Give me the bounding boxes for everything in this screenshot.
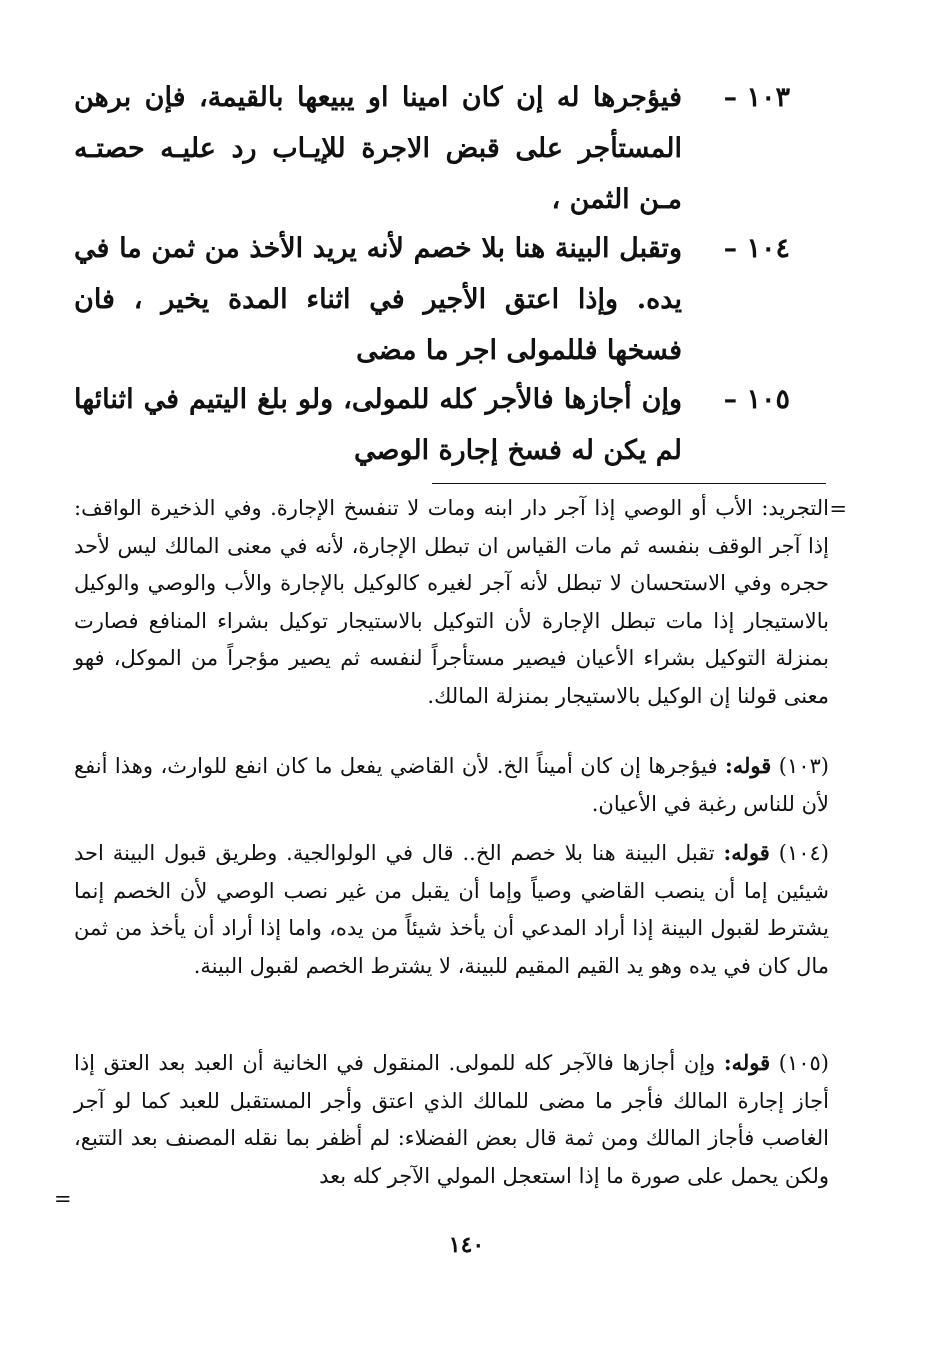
footnote-divider <box>432 483 826 484</box>
matn-text: فيؤجرها له إن كان امينا او يبيعها بالقيمة، فإن برهن المستأجر على قبض الاجرة للإيـاب رد عليـه حصتـه مـن الثمن ، <box>74 82 682 215</box>
matn-number: ١٠٥ – <box>723 384 790 415</box>
matn-entry-105 <box>74 374 790 484</box>
commentary-text: فيؤجرها إن كان أميناً الخ. لأن القاضي يفعل ما كان انفع للوارث، وهذا أنفع لأن للناس رغبة في الأعيان. <box>74 754 829 816</box>
commentary-ref: (١٠٥) <box>778 1051 829 1075</box>
commentary-103 <box>74 747 829 823</box>
commentary-text: تقبل البينة هنا بلا خصم الخ.. قال في الولوالجية. وطريق قبول البينة احد شيئين إما أن ينصب القاضي وصياً وإما أن يقبل من غير نصب الوصي لأن الخصم إنما يشترط لقبول البينة إذا أراد المدعي أن يأخذ شيئاً من يده، واما إذا أراد أن يأخذ من ثمن مال كان في يده وهو يد القيم المقيم للبينة، لا يشترط الخصم لقبول البينة. <box>74 841 829 978</box>
commentary-qawl: قوله: <box>724 753 772 778</box>
matn-text: وإن أجازها فالأجر كله للمولى، ولو بلغ اليتيم في اثنائها لم يكن له فسخ إجارة الوصي <box>74 384 682 466</box>
commentary-qawl: قوله: <box>723 840 770 865</box>
commentary-ref: (١٠٣) <box>778 754 829 778</box>
matn-entry-104 <box>74 223 790 383</box>
matn-text: وتقبل البينة هنا بلا خصم لأنه يريد الأخذ من ثمن ما في يده. وإذا اعتق الأجير في اثناء المدة يخير ، فان فسخها فللمولى اجر ما مضى <box>74 233 682 366</box>
commentary-ref: (١٠٤) <box>778 841 829 865</box>
intro-commentary: التجريد: الأب أو الوصي إذا آجر دار ابنه ومات لا تنفسخ الإجارة. وفي الذخيرة الواقف: إذا آجر الوقف بنفسه ثم مات القياس ان تبطل الإجارة، لأنه في معنى المالك ليس لأحد حجره وفي الاستحسان لا تبطل لأنه آجر لغيره كالوكيل بالإجارة والأب والوصي والوكيل بالاستيجار إذا مات تبطل الإجارة لأن التوكيل بالاستيجار توكيل بشراء المنافع فصارت بمنزلة التوكيل بشراء الأعيان فيصير مستأجراً لنفسه ثم يصير مؤجراً من الموكل، فهو معنى قولنا إن الوكيل بالاستيجار بمنزلة المالك. <box>74 496 829 708</box>
matn-number: ١٠٣ – <box>723 82 790 113</box>
commentary-qawl: قوله: <box>723 1050 771 1075</box>
commentary-text: وإن أجازها فالآجر كله للمولى. المنقول في الخانية أن العبد بعد العتق إذا أجاز إجارة المالك فأجر ما مضى للمالك الذي اعتق وأجر المستقبل للعبد كما لو آجر الغاصب فأجاز المالك ومن ثمة قال بعض الفضلاء: لم أظفر بما نقله المصنف بعد التتبع، ولكن يحمل على صورة ما إذا استعجل المولي الآجر كله بعد <box>74 1051 829 1188</box>
commentary-105 <box>74 1044 829 1195</box>
page-number: ١٤٠ <box>448 1232 485 1258</box>
end-continuation-mark: = <box>54 1187 72 1211</box>
matn-entry-103 <box>74 72 790 232</box>
continuation-mark: = <box>829 497 847 521</box>
commentary-104 <box>74 834 829 985</box>
matn-number: ١٠٤ – <box>723 233 790 264</box>
